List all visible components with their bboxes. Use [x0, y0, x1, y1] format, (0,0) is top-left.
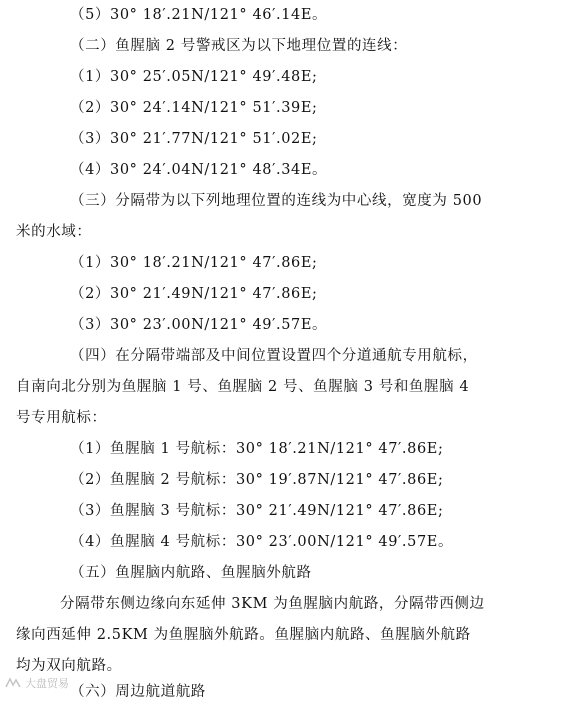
- text-line: （2）30° 24′.14N/121° 51′.39E;: [70, 100, 318, 116]
- text-line: （3）30° 23′.00N/121° 49′.57E。: [70, 317, 328, 333]
- text-line: 缘向西延伸 2.5KM 为鱼腥脑外航路。鱼腥脑内航路、鱼腥脑外航路: [16, 627, 471, 643]
- watermark-logo-icon: [4, 677, 22, 689]
- text-line: （4）30° 24′.04N/121° 48′.34E。: [70, 162, 328, 178]
- text-line: 均为双向航路。: [16, 658, 122, 674]
- watermark: [4, 675, 69, 691]
- section-heading: （三）分隔带为以下列地理位置的连线为中心线，宽度为 500: [70, 193, 483, 209]
- section-heading: （五）鱼腥脑内航路、鱼腥脑外航路: [70, 565, 312, 581]
- text-line: （3）30° 21′.77N/121° 51′.02E;: [70, 131, 318, 147]
- text-line: 分隔带东侧边缘向东延伸 3KM 为鱼腥脑内航路，分隔带西侧边: [60, 596, 485, 612]
- text-line: （4）鱼腥脑 4 号航标：30° 23′.00N/121° 49′.57E。: [70, 534, 454, 550]
- text-line: 自南向北分别为鱼腥脑 1 号、鱼腥脑 2 号、鱼腥脑 3 号和鱼腥脑 4: [16, 379, 470, 395]
- text-line: 米的水域：: [16, 224, 92, 240]
- section-heading: （四）在分隔带端部及中间位置设置四个分道通航专用航标，: [70, 348, 478, 364]
- text-line: （2）30° 21′.49N/121° 47′.86E;: [70, 286, 318, 302]
- section-heading: （六）周边航道航路: [70, 684, 206, 700]
- text-line: （2）鱼腥脑 2 号航标：30° 19′.87N/121° 47′.86E;: [70, 472, 444, 488]
- watermark-text: 大盘贸易: [25, 677, 69, 690]
- section-heading: （二）鱼腥脑 2 号警戒区为以下地理位置的连线：: [70, 38, 408, 54]
- text-line: （5）30° 18′.21N/121° 46′.14E。: [70, 7, 328, 23]
- text-line: （1）30° 18′.21N/121° 47′.86E;: [70, 255, 318, 271]
- text-line: （3）鱼腥脑 3 号航标：30° 21′.49N/121° 47′.86E;: [70, 503, 444, 519]
- text-line: （1）鱼腥脑 1 号航标：30° 18′.21N/121° 47′.86E;: [70, 441, 444, 457]
- text-line: 号专用航标：: [16, 410, 107, 426]
- text-line: （1）30° 25′.05N/121° 49′.48E;: [70, 69, 318, 85]
